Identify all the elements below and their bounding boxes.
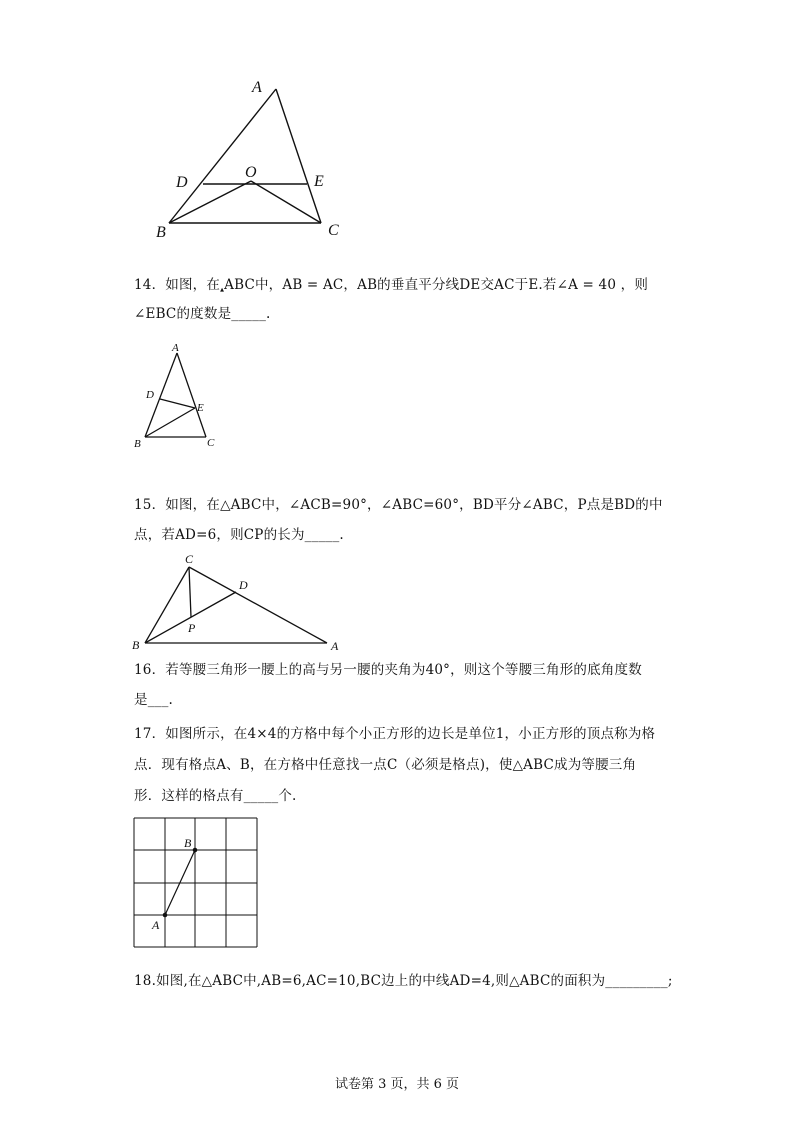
label-O: O [245,164,257,181]
q15-line-1: 15．如图，在△ABC中，∠ACB=90°，∠ABC=60°，BD平分∠ABC，P点是BD的中 [134,497,663,513]
q14-line-2: ∠EBC的度数是_____. [134,306,271,322]
label-A: A [172,342,179,354]
figure-14-triangle [128,338,228,453]
label-E: E [197,402,204,414]
label-B: B [132,638,140,652]
figure-15-triangle [128,550,348,654]
label-A: A [331,639,339,653]
label-A: A [152,918,160,932]
q14-text-a: 14．如图，在 [134,277,221,293]
q16-line-2: 是___. [134,692,174,708]
figure-13-triangle [150,78,360,243]
label-A: A [252,79,262,96]
q14-triangle-sign: ▲ [220,287,225,293]
figure-17-grid [130,815,262,951]
label-B: B [184,836,192,850]
label-D: D [146,389,154,401]
q17-line-2: 点．现有格点A、B，在方格中任意找一点C（必须是格点)，使△ABC成为等腰三角 [134,757,637,773]
label-C: C [185,552,194,566]
label-C: C [328,222,339,239]
q17-line-1: 17．如图所示，在4×4的方格中每个小正方形的边长是单位1，小正方形的顶点称为格 [134,726,656,742]
q16-line-1: 16．若等腰三角形一腰上的高与另一腰的夹角为40°，则这个等腰三角形的底角度数 [134,662,642,678]
label-E: E [314,173,324,190]
q18-line-1: 18.如图,在△ABC中,AB=6,AC=10,BC边上的中线AD=4,则△ABC的面积为_________; [134,973,673,989]
label-D: D [176,174,188,191]
q14-text-b: ABC中，AB = AC，AB的垂直平分线DE交AC于E.若∠A = 40 ，则 [224,277,649,293]
label-B: B [156,224,166,241]
q17-line-3: 形．这样的格点有_____个. [134,788,297,804]
label-C: C [207,437,215,449]
label-P: P [188,621,196,635]
label-D: D [239,578,248,592]
label-B: B [134,438,141,450]
q14-line-1 [134,276,648,299]
q15-line-2: 点，若AD=6，则CP的长为_____. [134,527,344,543]
page-footer: 试卷第 3 页，共 6 页 [334,1077,460,1092]
